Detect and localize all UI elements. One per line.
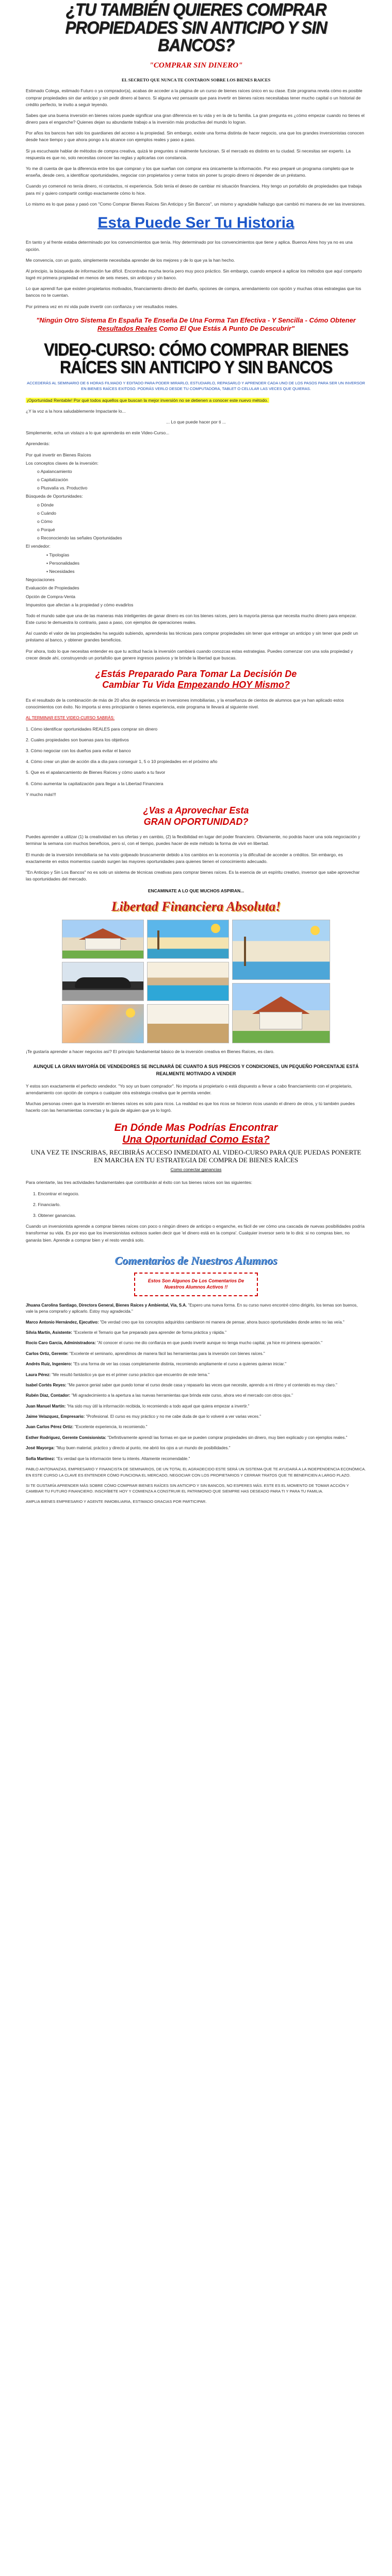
where-caps: UNA VEZ TE INSCRIBAS, RECIBIRÁS ACCESO INMEDIATO AL VIDEO-CURSO PARA QUE PUEDAS PONERTE EN MARCHA EN TU ESTRATEGIA DE COMPRA DE BIENES RAÍCES (30, 1148, 362, 1164)
comment-item (26, 1330, 366, 1336)
ready-paragraph: Es el resultado de la combinación de más de 20 años de experiencia en inversiones inmobiliarias, y la enseñanza de cientos de alumnos que ya han aplicado estos conocimientos con éxito. No importa si eres principiante o tienes experiencia, este programa te llevará al siguiente nivel. (26, 698, 344, 710)
emphasis-paragraph: Y estos son exactamente el perfecto vendedor. "Yo soy un buen comprador". No importa si propietario o está dispuesto a llevar a cabo financiamiento con el propietario, arrendamiento con opción de compra o cualquier otra estrategia creativa que le permita vender. (26, 1083, 353, 1095)
curriculum-item: Búsqueda de Oportunidades: (26, 494, 83, 499)
intro-paragraph: Estimado Colega, estimado Futuro o ya comprador(a), acabas de acceder a la página de un curso de bienes raíces único en su clase. Este programa revela cómo es posible comprar propiedades sin dar anticipo y sin pedir dinero al banco. Si alguna vez pensaste que para invertir en bienes raíces necesitabas tener mucho capital o un historial de crédito perfecto, te invito a seguir leyendo. (26, 88, 363, 107)
comment-item (26, 1382, 366, 1388)
comment-item (26, 1414, 366, 1420)
outcome-item: Y mucho más!!! (26, 791, 56, 797)
outcomes-link[interactable]: AL TERMINAR ESTE VIDEO-CURSO SABRÁS: (26, 716, 115, 721)
system-headline (26, 316, 366, 333)
comment-author: Jhuana Carolina Santiago, Directora General, Bienes Raíces y Ambiental, Vía, S.A. (26, 1302, 187, 1308)
pool-photo (147, 962, 229, 1001)
comment-author: Esther Rodríguez, Gerente Comisionista: (26, 1435, 107, 1440)
comment-text: "Me parece genial saber que puedo tomar el curso desde casa y repasarlo las veces que necesite, aprendo a mi ritmo y el contenido es muy claro." (67, 1382, 337, 1387)
collage-headline: Libertad Financiera Absoluta! (111, 899, 281, 914)
comment-text: "Definitivamente aprendí las formas en que se pueden comprar propiedades sin dinero, muy bien explicado y con ejemplos reales." (107, 1435, 348, 1440)
comment-text: "Es una forma de ver las cosas completamente distinta, recomiendo ampliamente el curso a quienes quieran iniciar." (73, 1362, 287, 1367)
comment-text: "Al conocer el curso me dio confianza en que puedo invertir aunque no tenga mucho capital, ya hice mi primera operación." (96, 1341, 323, 1346)
opportunity-paragraph: "En Anticipo y Sin Los Bancos" no es solo un sistema de técnicas creativas para comprar bienes raíces. Es la esencia de un espíritu creativo, inversor que sabe aprovechar las oportunidades del mercado. (26, 869, 360, 882)
comment-item (26, 1456, 366, 1462)
hero-subtitle: "COMPRAR SIN DINERO" (149, 61, 243, 70)
couple-photo (62, 1004, 144, 1043)
ready-headline-text: ¿Estás Preparado Para Tomar La Decisión De (95, 668, 297, 679)
comment-text: "Muy buen material, práctico y directo al punto, me abrió los ojos a un mundo de posibilidades." (56, 1446, 231, 1451)
comment-item (26, 1302, 366, 1315)
after-photo-paragraph: ¡Te gustaría aprender a hacer negocios así? El principio fundamental básico de la inversión creativa en Bienes Raíces, es claro. (26, 1048, 274, 1054)
where-lead: Para orientarte, las tres actividades fundamentales que contribuirán al éxito con tus bienes raíces son las siguientes: (26, 1180, 252, 1185)
comment-item (26, 1319, 366, 1326)
comment-text: "Es verdad que la información tiene tu interés. Altamente recomendable." (56, 1456, 190, 1461)
hero-title: ¿TU TAMBIÉN QUIERES COMPRAR PROPIEDADES SIN ANTICIPO Y SIN BANCOS? (65, 0, 327, 56)
results-link[interactable]: Resultados Reales (97, 324, 157, 332)
learn-label: Aprenderás: (26, 441, 50, 447)
comment-author: Andrés Ruiz, Ingeniero: (26, 1362, 72, 1367)
comment-text: "Me resultó fantástico ya que es el primer curso práctico que encuentro de este tema." (52, 1372, 210, 1377)
opportunity-paragraph: Puedes aprender a utilizar (1) la creatividad en tus ofertas y en cambio, (2) la flexibilidad en lugar del poder financiero. Obviamente, no podrás hacer una sola negociación y terminar la semana con muchos beneficios, pero sí, con el tiempo, puedes hacer de este método la forma de vivir en libertad. (26, 834, 361, 846)
comment-text: "Profesional. El curso es muy práctico y no me cabe duda de que lo volveré a ver varias veces." (86, 1414, 262, 1419)
opportunity-paragraph: El mundo de la inversión inmobiliaria se ha visto golpeado bruscamente debido a los cambios en la economía y la dificultad de acceder a créditos. Sin embargo, es exactamente en estos momentos cuando surgen las mayores oportunidades para quienes tienen el conocimiento adecuado. (26, 852, 343, 864)
curriculum-subitem: o Cómo (26, 518, 366, 525)
history-paragraph: Por primera vez en mi vida pude invertir con confianza y ver resultados reales. (26, 303, 178, 309)
intro-paragraph: Lo mismo es lo que pasa y pasó con "Como Comprar Bienes Raíces Sin Anticipo y Sin Bancos", un mismo y agradable hallazgo que cambió mi manera de ver las inversiones. (26, 201, 366, 207)
ready-headline-emphasis: Empezando HOY Mismo? (177, 680, 290, 690)
outcome-item: 6. Cómo aumentar la capitalización para llegar a la Libertad Financiera (26, 781, 164, 786)
footer-paragraph: AMPLIA BIENES EMPRESARIO Y AGENTE INMOBILIARIA, ESTIMADO GRACIAS POR PARTICIPAR. (26, 1499, 207, 1504)
comment-text: "De verdad creo que los conceptos adquiridos cambiaron mi manera de pensar, ahora busco oportunidades donde antes no las veía." (100, 1319, 345, 1325)
dining-photo (147, 1004, 229, 1043)
intro-paragraph: Sabes que una buena inversión en bienes raíces puede significar una gran diferencia en tu vida y en la de tu familia. La gran pregunta es ¿cómo empezar cuando no tienes el dinero para el enganche? Quienes dejan su abundante trabajo a la inversión más productiva del mundo lo logran. (26, 112, 365, 125)
curriculum-subitem: o Apalancamiento (26, 468, 366, 475)
comment-author: Laura Pérez: (26, 1372, 51, 1377)
comment-author: Carlos Ortiz, Gerente: (26, 1351, 69, 1356)
beach-photo (147, 920, 229, 959)
footer-section (26, 1466, 366, 1505)
comment-item (26, 1351, 366, 1357)
curriculum-item: Impuestos que afectan a la propiedad y cómo evadirlos (26, 602, 134, 607)
comment-text: "Mi agradecimiento a la apertura a las nuevas herramientas que brinda este curso, ahora veo el mercado con otros ojos." (71, 1393, 293, 1398)
villa-photo (232, 983, 331, 1043)
comments-list (26, 1302, 366, 1462)
secret-line: EL SECRETO QUE NUNCA TE CONTARON SOBRE LOS BIENES RAICES (121, 77, 271, 83)
comment-item (26, 1393, 366, 1399)
comment-item (26, 1445, 366, 1451)
curriculum-list (26, 452, 366, 608)
step-item: 2. Financiarlo. (33, 1201, 61, 1207)
comments-banner (134, 1273, 258, 1296)
comment-author: Rocío Caro Garcia, Administradora: (26, 1341, 96, 1346)
comment-author: Juan Manuel Martín: (26, 1403, 66, 1409)
comment-author: Sofía Martínez: (26, 1456, 55, 1461)
video-point: Simplemente, echa un vistazo a lo que aprenderás en este Video-Curso... (26, 430, 170, 436)
comment-text: "Ha sido muy útil la información recibida, lo recomiendo a todo aquel que quiera empezar a invertir." (67, 1403, 250, 1409)
comment-item (26, 1372, 366, 1378)
curriculum-subitem: ▪ Personalidades (26, 560, 366, 567)
system-headline-text: "Ningún Otro Sistema En España Te Enseña De Una Forma Tan Efectiva - Y Sencilla - Cómo Obtener (36, 316, 356, 324)
curriculum-item: Los conceptos claves de la inversión: (26, 460, 99, 466)
comment-text: "Excelente el seminario, aprendimos de manera fácil las herramientas para la inversión con bienes raíces." (69, 1351, 265, 1356)
comment-author: Marco Antonio Hernández, Ejecutivo: (26, 1319, 99, 1325)
collage-caption: ENCAMINATE A LO QUE MUCHOS ASPIRAN... (148, 888, 244, 894)
comments-title: Comentarios de Nuestros Alumnos (115, 1253, 277, 1267)
history-paragraph: Lo que aprendí fue que existen propietarios motivados, financiamiento directo del dueño, opciones de compra, arrendamiento con opción y muchas otras estrategias que los bancos no te cuentan. (26, 286, 362, 298)
collage-photos (62, 920, 330, 1043)
comment-item (26, 1361, 366, 1367)
system-headline-text: Como El Que Estás A Punto De Descubrir" (157, 324, 295, 332)
where-link[interactable]: Como conectar ganancias (170, 1167, 222, 1173)
outcome-item: 2. Cuales propiedades son buenas para los objetivos (26, 737, 129, 742)
curriculum-item: Negociaciones (26, 577, 55, 583)
history-title: Esta Puede Ser Tu Historia (97, 214, 295, 231)
curriculum-item: Opción de Compra-Venta (26, 594, 75, 599)
emphasis-paragraph: Muchas personas creen que la inversión en bienes raíces es solo para ricos. La realidad es que los ricos se hicieron ricos usando el dinero de otros, y tú también puedes hacerlo con las herramientas correctas y la guía de alguien que ya lo logró. (26, 1101, 355, 1113)
intro-paragraph: Cuando yo comencé no tenía dinero, ni contactos, ni experiencia. Solo tenía el deseo de cambiar mi situación financiera. Hoy tengo un portafolio de propiedades que trabaja para mí y quiero compartir contigo exactamente cómo lo hice. (26, 183, 362, 196)
video-point: ¿Y la voz a la hora saludablemente Impactante lo... (26, 408, 126, 414)
outcome-item: 3. Cómo negociar con los dueños para evitar el banco (26, 748, 131, 754)
ready-headline (26, 669, 366, 691)
video-highlight: ¡Oportunidad Rentable! Por qué todos aquellos que buscan la mejor inversión no se detienen a conocer este nuevo método. (27, 397, 268, 403)
curriculum-subitem: ▪ Necesidades (26, 568, 366, 575)
curriculum-subitem: o Porqué (26, 527, 366, 533)
comment-text: "Excelente experiencia, lo recomiendo." (74, 1425, 148, 1430)
curriculum-item: El vendedor: (26, 544, 51, 549)
resort-photo (232, 920, 331, 980)
intro-paragraph: Yo me di cuenta de que la diferencia entre los que compran y los que sueñan con comprar era únicamente la información. Por eso preparé un programa completo que te enseña, desde cero, a identificar oportunidades, negociar con propietarios y cerrar tratos sin poner tu propio dinero ni depender de un préstamo. (26, 165, 354, 178)
comment-item (26, 1340, 366, 1346)
comment-text: "Excelente el Temario que fue preparado para aprender de forma práctica y rápida." (73, 1330, 227, 1335)
curriculum-item: Por qué invertir en Bienes Raíces (26, 452, 91, 457)
intro-section (26, 88, 366, 207)
outcome-item: 5. Que es el apalancamiento de Bienes Raíces y cómo usarlo a tu favor (26, 770, 166, 775)
history-paragraph: En tanto y al frente estaba determinado por los convencimientos que tenía. Hoy determinado por los convencimientos que tiene y aplica. Buenos Aires hoy ya no es una opción. (26, 240, 353, 252)
intro-paragraph: Por años los bancos han sido los guardianes del acceso a la propiedad. Sin embargo, existe una forma distinta de hacer negocio, una que los grandes inversionistas conocen desde hace tiempo y que ahora pongo a tu alcance con ejemplos reales y paso a paso. (26, 130, 364, 143)
footer-paragraph: SI TE GUSTARÍA APRENDER MÁS SOBRE CÓMO COMPRAR BIENES RAÍCES SIN ANTICIPO Y SIN BANCOS, NO ESPERES MÁS. ESTE ES EL MOMENTO DE TOMAR ACCIÓN Y CAMBIAR TU FUTURO FINANCIERO. INSCRÍBETE HOY Y COMIENZA A CONSTRUIR EL PATRIMONIO QUE SIEMPRE HAS DESEADO PARA TI Y PARA TU FAMILIA. (26, 1483, 349, 1494)
curriculum-subitem: o Cuándo (26, 510, 366, 517)
step-item: 1. Encontrar el negocio. (33, 1191, 79, 1196)
opportunity-headline-text: GRAN OPORTUNIDAD? (143, 816, 249, 827)
where-headline-text: En Dónde Mas Podrías Encontrar (114, 1122, 278, 1134)
ready-headline-text: Cambiar Tu Vida (102, 680, 178, 690)
curriculum-subitem: o Reconociendo las señales Oportunidades (26, 535, 366, 541)
comment-item (26, 1403, 366, 1410)
outcome-item: 1. Cómo identificar oportunidades REALES para comprar sin dinero (26, 726, 158, 732)
car-photo (62, 962, 144, 1001)
steps-list (26, 1191, 366, 1219)
comment-author: Silvia Martín, Asistente: (26, 1330, 72, 1335)
footer-paragraph: PABLO ANTONANZAS, EMPRESARIO Y FINANCISTA DE SEMINARIOS, DE UN TOTAL EL AGRADECIDO ESTE SERÁ UN SISTEMA QUE TE AYUDARÁ A LA INDEPENDENCIA ECONÓMICA. EN ESTE CURSO LA CLAVE ES ENTENDER CÓMO FUNCIONA EL MERCADO, NEGOCIAR CON LOS PROPIETARIOS Y CERRAR TRATOS QUE TE BENEFICIEN A LARGO PLAZO. (26, 1467, 366, 1478)
comment-author: Isabel Cortés Reyes: (26, 1382, 67, 1387)
comment-author: Jaime Velazquez, Empresario: (26, 1414, 85, 1419)
history-section (26, 239, 366, 310)
outcomes-list (26, 726, 366, 798)
where-closing: Cuando un inversionista aprende a comprar bienes raíces con poco o ningún dinero de anticipo o enganche, es fácil de ver cómo una cascada de nuevas posibilidades podría transformar su vida. Es por eso que los inversionistas exitosos suelen decir que 'el dinero está en la compra'. Cualquier inversor serio te lo dirá: si no compras bien, no ganarás bien. Aprende a comprar bien y el resto vendrá solo. (26, 1224, 365, 1243)
curriculum-subitem: o Plusvalía vs. Productivo (26, 485, 366, 492)
intro-paragraph: Si ya escuchaste hablar de métodos de compra creativa, quizá te preguntes si realmente funcionan. Si el mercado es distinto en tu ciudad. Si necesitas ser experto. La respuesta es que no, solo necesitas conocer las reglas y aplicarlas con constancia. (26, 148, 351, 160)
curriculum-subitem: o Capitalización (26, 477, 366, 483)
comment-text: "Espero una nueva forma. En su curso nuevo encontré cómo dirigirlo, los temas son buenos, vale la pena comprarlo y aplicarlo. Estoy muy agradecida." (26, 1302, 358, 1314)
lifestyle-collage (62, 888, 330, 1043)
curriculum-subitem: ▪ Tipologías (26, 552, 366, 558)
where-headline-text: Una Oportunidad Como Esta? (122, 1134, 270, 1146)
history-paragraph: Me convencía, con un gusto, simplemente necesitaba aprender de los mejores y de lo que ya la han hecho. (26, 257, 235, 263)
history-paragraph: Al principio, la búsqueda de información fue difícil. Encontraba mucha teoría pero muy poco práctico. Sin embargo, cuando empecé a aplicar los métodos que aquí comparto logré mi primera propiedad en menos de seis meses, sin anticipo y sin banco. (26, 268, 362, 281)
body-paragraph: Por ahora, todo lo que necesitas entender es que tu actitud hacia la inversión cambiará cuando conozcas estas estrategias. Puedes comenzar con una sola propiedad y crecer desde ahí, construyendo un portafolio que genere ingresos pasivos y te brinde la libertad que buscas. (26, 648, 353, 660)
body-paragraph: Todo el mundo sabe que una de las maneras más inteligentes de ganar dinero es con los bienes raíces, pero la mayoría piensa que necesita mucho dinero para empezar. Este curso te demuestra lo contrario, paso a paso, con ejemplos de operaciones reales. (26, 613, 357, 625)
curriculum-item: Evaluación de Propiedades (26, 585, 79, 591)
comment-item (26, 1424, 366, 1430)
comment-author: José Mayorga: (26, 1446, 55, 1451)
video-point: ... Lo que puede hacer por ti ... (166, 419, 226, 425)
comments-banner-text: Estos Son Algunos De Los Comentarios De Nuestros Alumnos Activos !! (148, 1278, 244, 1290)
opportunity-headline-text: ¿Vas a Aprovechar Esta (143, 805, 249, 816)
comment-author: Rubén Díaz, Contador: (26, 1393, 71, 1398)
comment-author: Juan Carlos Pérez Ortiz: (26, 1425, 74, 1430)
video-title: VIDEO-CURSO: CÓMO COMPRAR BIENES RAÍCES SIN ANTICIPO Y SIN BANCOS (43, 340, 349, 378)
video-description: ACCEDERÁS AL SEMINARIO DE 6 HORAS FILMADO Y EDITADO PARA PODER MIRARLO, ESTUDIARLO, REPASARLO Y APRENDER CADA UNO DE LOS PASOS PARA SER UN INVERSOR EN BIENES RAÍCES EXITOSO. PODRÁS VERLO DESDE TU COMPUTADORA, TABLET O CELULAR LAS VECES QUE QUIERAS. (27, 381, 365, 392)
emphasis-line: AUNQUE LA GRAN MAYORÍA DE VENDEDORES SE INCLINARÁ DE CUANTO A SUS PRECIOS Y CONDICIONES, UN PEQUEÑO PORCENTAJE ESTÁ REALMENTE MOTIVADO A VENDER (33, 1063, 359, 1076)
curriculum-subitem: o Dónde (26, 502, 366, 509)
collage-column (232, 920, 331, 1043)
outcome-item: 4. Cómo crear un plan de acción día a día para conseguir 1, 5 o 10 propiedades en el próximo año (26, 759, 218, 765)
where-headline (26, 1122, 366, 1146)
collage-column (147, 920, 229, 1043)
collage-column (62, 920, 144, 1043)
opportunity-headline (26, 805, 366, 827)
comment-item (26, 1435, 366, 1441)
step-item: 3. Obtener ganancias. (33, 1212, 76, 1218)
video-highlight-line (26, 397, 366, 404)
body-paragraph: Así cuando el valor de las propiedades ha seguido subiendo, aprenderás las técnicas para comprar propiedades sin tener que entregar un anticipo y sin tener que pedir un préstamo al banco, y obtener grandes beneficios. (26, 631, 358, 643)
house-photo (62, 920, 144, 959)
